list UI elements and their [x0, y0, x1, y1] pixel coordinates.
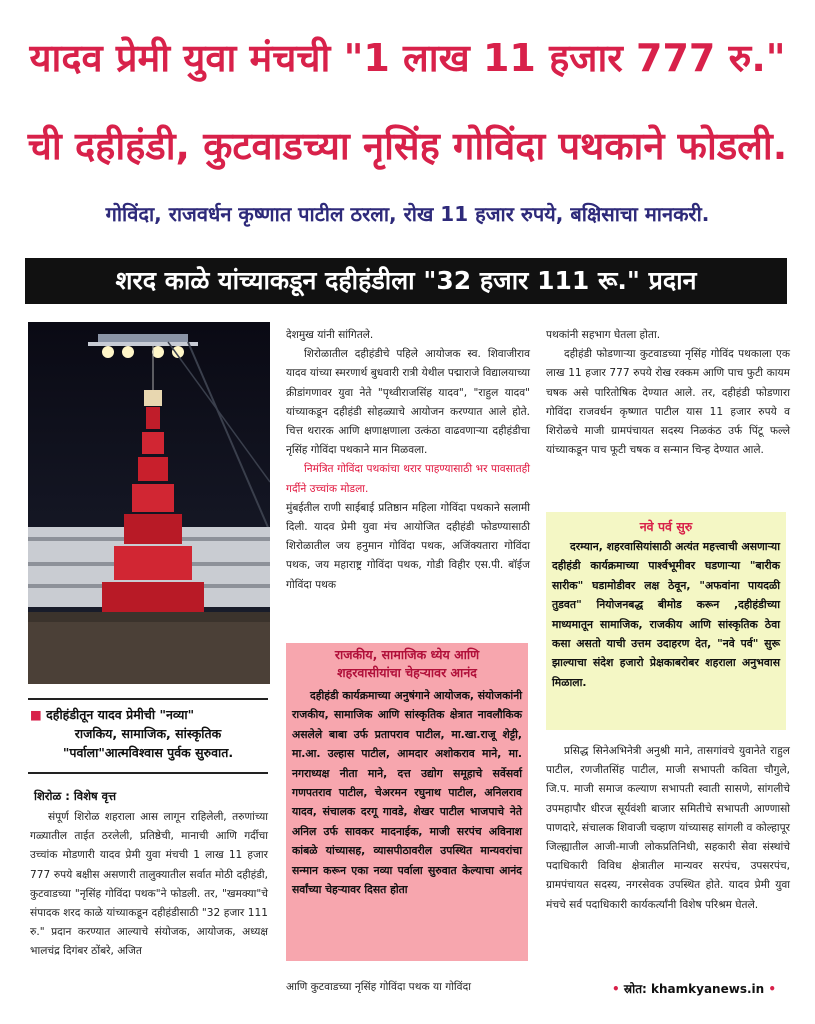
pink-box-heading-line-2: शहरवासीयांचा चेहऱ्यावर आनंद: [337, 665, 477, 680]
caption-line-2: राजकिय, सामाजिक, सांस्कृतिक: [74, 726, 222, 741]
column-3-text: [546, 326, 790, 460]
pink-box-paragraph: दहीहंडी कार्यक्रमाच्या अनुषंगाने आयोजक, संयोजकांनी राजकीय, सामाजिक आणि सांस्कृतिक क्षेत्रात नावलौकिक असलेले बाबा उर्फ प्रतापराव पाटील, मा.खा.राजू शेट्टी, मा.आ. उल्हास पाटील, आमदार अशोकराव माने, मा. नगराध्यक्ष नीता माने, दत्त उद्योग समूहाचे सर्वेसर्वा गणपतराव पाटील, चेअरमन रघुनाथ पाटील, अनिलराव यादव, संचालक दरगू गावडे, शेखर पाटील भाजपाचे नेते अनिल उर्फ सावकर मादनाईक, माजी सरपंच अविनाश कांबळे यांच्यासह, व्यासपीठावरील उपस्थित मान्यवरांचा सन्मान करून एका नव्या पर्वाला सुरुवात केल्याचा आनंद सर्वांच्या चेहऱ्यावर दिसत होता: [292, 689, 522, 897]
col2-paragraph-2: शिरोळातील दहीहंडीचे पहिले आयोजक स्व. शिवाजीराव यादव यांच्या स्मरणार्थ बुधवारी रात्री येथील पद्माराजे विद्यालयाच्या क्रीडांगणावर युवा नेते "पृथ्वीराजसिंह यादव", "राहुल यादव" यांच्याकडून दहीहंडी सोहळ्याचे आयोजन करण्यात आले होते. चित्त थरारक आणि क्षणाक्षणाला उत्कंठा वाढवणाऱ्या दहीहंडीचा नृसिंह गोविंदा पथकाने मान मिळवला.: [286, 348, 530, 457]
column-2-text: [286, 326, 530, 595]
yellow-box-heading: नवे पर्व सुरु: [639, 519, 693, 534]
source-dot-icon: •: [612, 982, 624, 996]
subheadline: गोविंदा, राजवर्धन कृष्णात पाटील ठरला, रोख 11 हजार रुपये, बक्षिसाचा मानकरी.: [105, 202, 710, 226]
col3-paragraph-1: पथकांनी सहभाग घेतला होता.: [546, 329, 661, 341]
pink-box-heading-line-1: राजकीय, सामाजिक ध्येय आणि: [334, 647, 480, 662]
caption-top-rule: [28, 698, 268, 700]
yellow-box-paragraph: दरम्यान, शहरवासियांसाठी अत्यंत महत्त्वाची असणाऱ्या दहीहंडी कार्यक्रमाच्या पार्श्वभूमीवर घडणाऱ्या "बारीक सारीक" घडामोडीवर लक्ष ठेवून, "अफवांना पायदळी तुडवत" नियोजनबद्ध बीमोड करून ,दहीहंडीच्या माध्यमातून सामाजिक, राजकीय आणि सांस्कृतिक ठेवा कसा असतो याची उत्तम उदाहरण देत, "नवे पर्व" सुरू झाल्याचा संदेश हजारो प्रेक्षकाबरोबर शहराला अनुभवास मिळाला.: [552, 540, 780, 689]
source-credit: [612, 980, 776, 997]
pink-box-text: [286, 682, 528, 899]
photo-caption: [30, 705, 266, 762]
pink-box-heading: [286, 643, 528, 682]
banner-headline: शरद काळे यांच्याकडून दहीहंडीला "32 हजार 111 रू." प्रदान: [25, 258, 787, 304]
yellow-feature-box: [546, 512, 786, 730]
col2-red-highlight: निमंत्रित गोविंदा पथकांचा थरार पाहण्यासाठी भर पावसातही गर्दीने उच्चांक मोडला.: [286, 463, 530, 495]
column-3-text-lower: [546, 742, 790, 915]
column-1-text: [30, 808, 268, 962]
caption-line-3: "पर्वाला"आत्मविश्वास पुर्वक सुरुवात.: [62, 745, 234, 760]
source-label: स्रोत:: [623, 982, 647, 996]
col2-paragraph-3: मुंबईतील राणी साईबाई प्रतिष्ठान महिला गोविंदा पथकाने सलामी दिली. यादव प्रेमी युवा मंच आयोजित दहीहंडी फोडण्यासाठी शिरोळातील जय हनुमान गोविंदा पथक, अजिंक्यतारा गोविंदा पथक, जय महाराष्ट्र गोविंदा पथक, गोडी विहीर एस.पी. बॉईज गोविंदा पथक: [286, 501, 530, 591]
col1-paragraph: संपूर्ण शिरोळ शहराला आस लागून राहिलेली, तरुणांच्या गळ्यातील ताईत ठरलेली, प्रतिष्ठेची, मानाची आणि गर्दीचा उच्चांक मोडणारी यादव प्रेमी युवा मंचची 1 लाख 11 हजार 777 रुपये बक्षीस असणारी तालुक्यातील सर्वात मोठी दहीहंडी, कुटवाडच्या "नृसिंह गोविंदा पथक"ने फोडली. तर, "खमक्या"चे संपादक शरद काळे यांच्याकडून दहीहंडीसाठी "32 हजार 111 रु." प्रदान करण्यात आल्याचे संयोजक, आयोजक, अध्यक्ष भालचंद्र दिगंबर ठोंबरे, अजित: [30, 811, 268, 958]
byline: शिरोळ : विशेष वृत्त: [34, 789, 117, 803]
col2-paragraph-1: देशमुख यांनी सांगितले.: [286, 329, 374, 341]
bullet-icon: ■: [30, 707, 47, 722]
dahi-handi-photo: [28, 322, 270, 684]
caption-line-1: ■ दहीहंडीतून यादव प्रेमीची "नव्या": [30, 707, 195, 722]
col3-paragraph-3: प्रसिद्ध सिनेअभिनेत्री अनुश्री माने, तासगांवचे युवानेते राहुल पाटील, रणजीतसिंह पाटील, माजी सभापती कविता चौगुले, जि.प. माजी समाज कल्याण सभापती स्वाती सासणे, सांगलीचे उपमहापौर धीरज सूर्यवंशी बाजार समितीचे सभापती आण्णासो पाणदारे, संचालक शिवाजी चव्हाण यांच्यासह सांगली व कोल्हापूर जिल्ह्यातील आजी-माजी लोकप्रतिनिधी, सहकारी सेवा संस्थांचे पदाधिकारी विविध क्षेत्रातील मान्यवर सरपंच, उपसरपंच, ग्रामपंचायत सदस्य, नगरसेवक उपस्थित होते. यादव प्रेमी युवा मंचचे सर्व पदाधिकारी कार्यकर्त्यांनी विशेष परिश्रम घेतले.: [546, 745, 790, 911]
pink-feature-box: [286, 643, 528, 961]
headline-line-1: यादव प्रेमी युवा मंचची "1 लाख 11 हजार 777 रु.": [29, 36, 786, 80]
col3-paragraph-2: दहीहंडी फोडणाऱ्या कुटवाडच्या नृसिंह गोविंद पथकाला एक लाख 11 हजार 777 रुपये रोख रक्कम आणि पाच फुटी कायम चषक असे पारितोषिक देण्यात आले. तर, दहीहंडी फोडणारा गोविंदा राजवर्धन कृष्णात पाटील यास 11 हजार रुपये व शिरोळचे माजी ग्रामपंचायत सदस्य निळकंठ उर्फ पिंटू फल्ले यांच्याकडून पाच फूटी चषक व सन्मान चिन्ह देण्यात आले.: [546, 348, 790, 457]
col2-tail-text: आणि कुटवाडच्या नृसिंह गोविंदा पथक या गोविंदा: [286, 981, 471, 993]
source-dot-icon-end: •: [764, 982, 777, 996]
headline-line-2: ची दहीहंडी, कुटवाडच्या नृसिंह गोविंदा पथकाने फोडली.: [27, 124, 788, 168]
yellow-box-text: [546, 535, 786, 692]
source-site-link[interactable]: khamkyanews.in: [651, 982, 765, 996]
caption-bottom-rule: [28, 772, 268, 774]
human-pyramid-illustration: [28, 322, 270, 684]
